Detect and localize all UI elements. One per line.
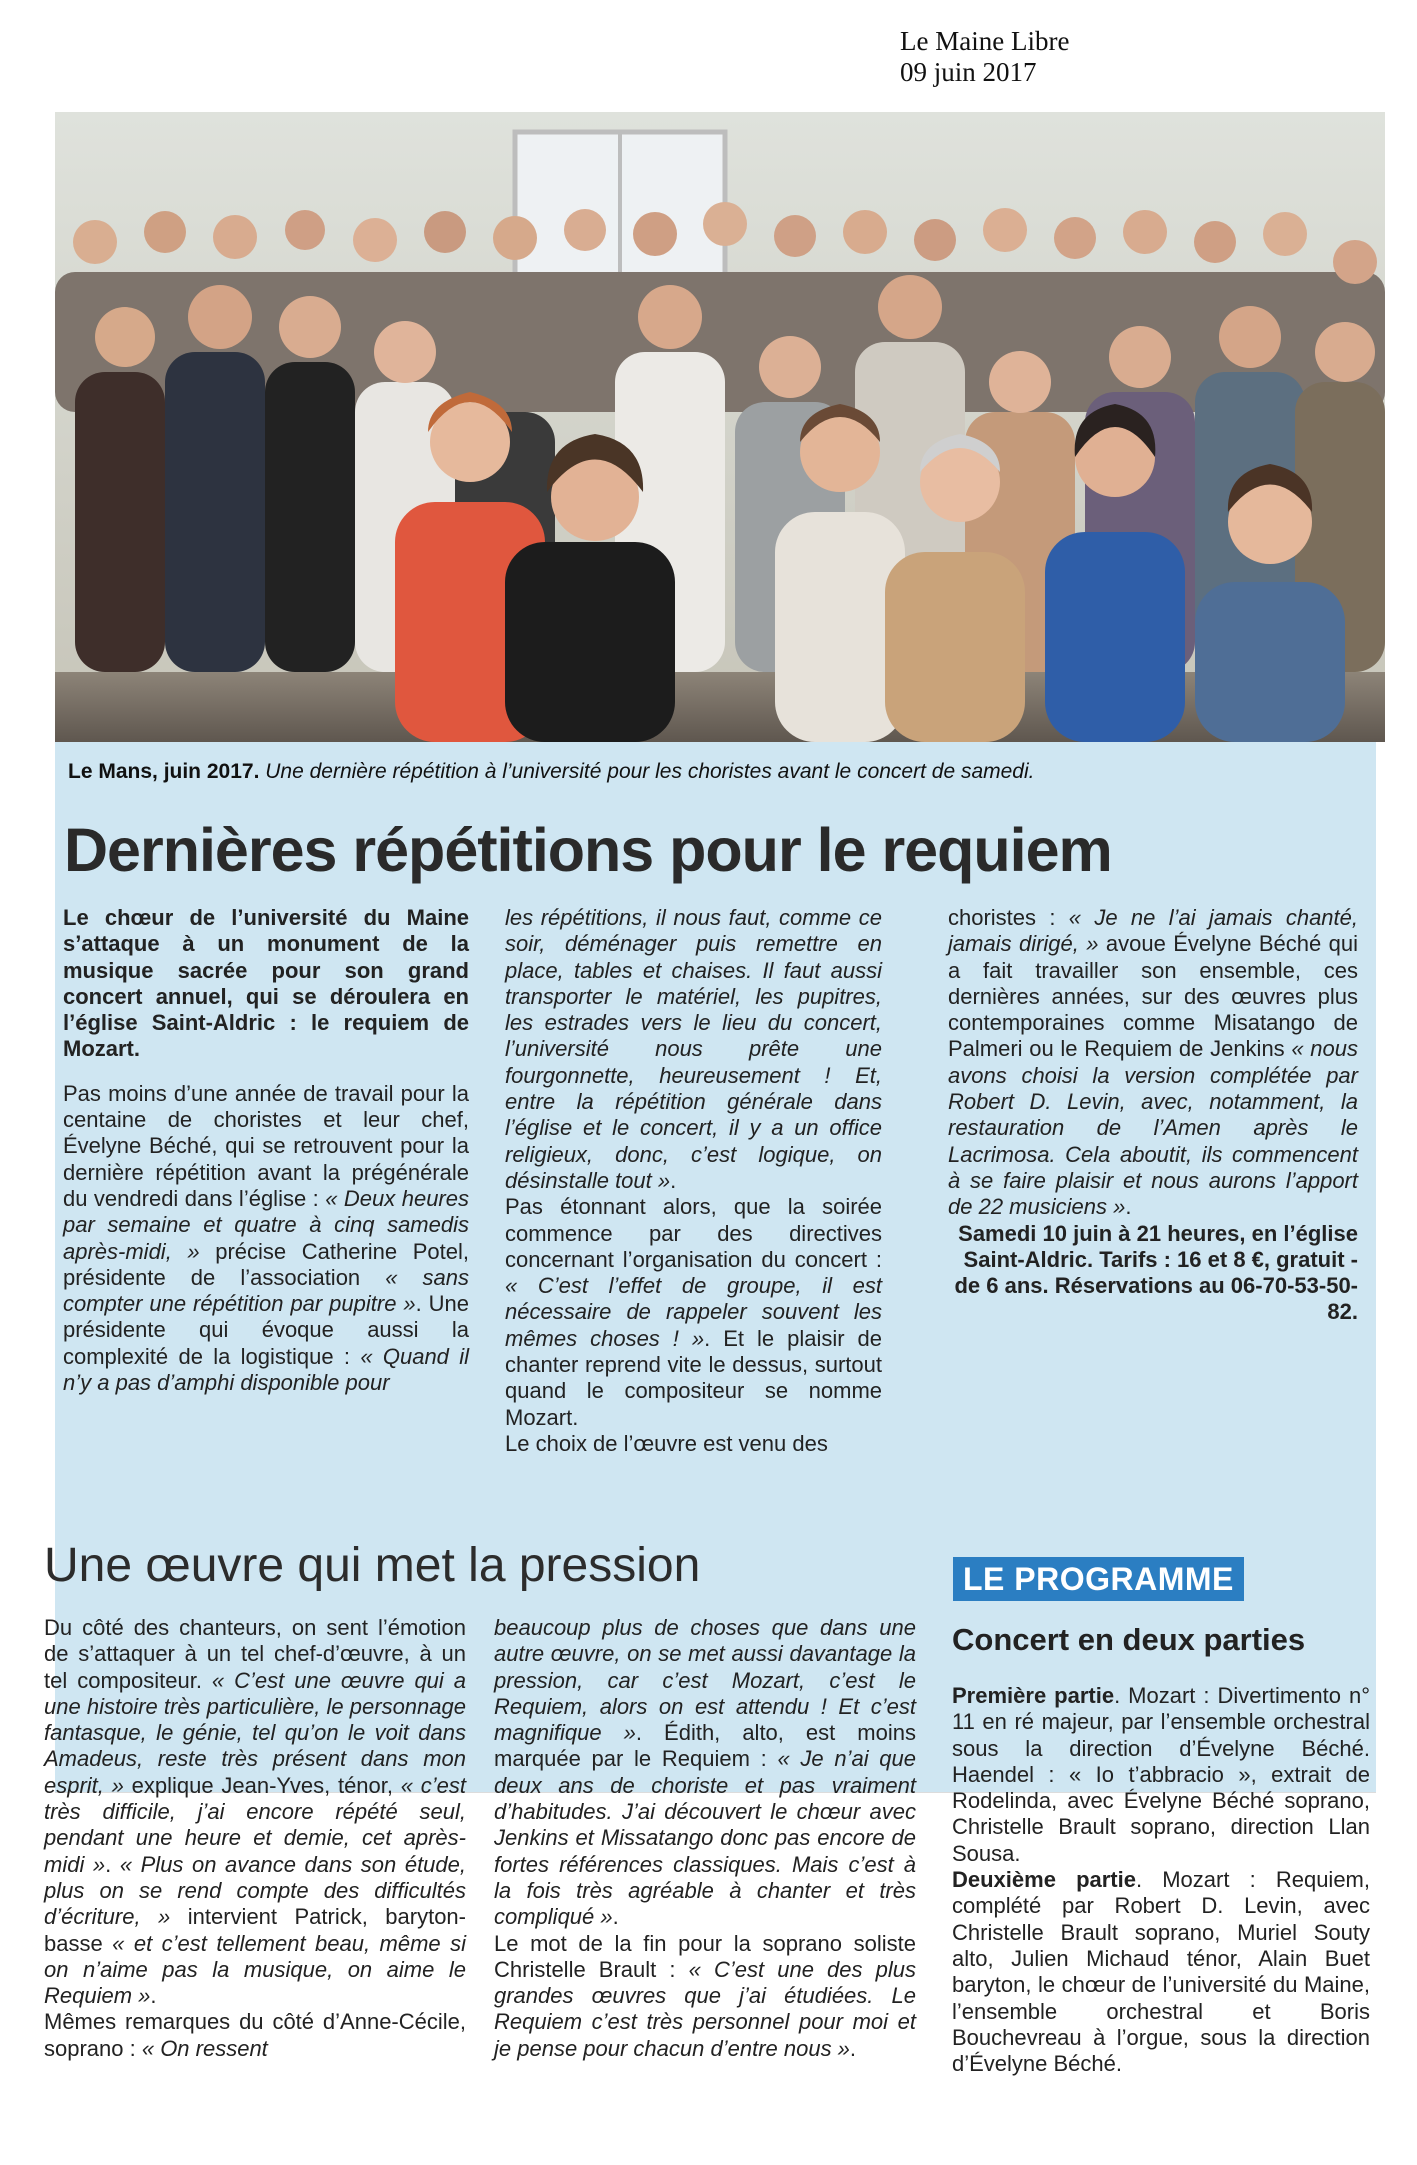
quote-span: « nous avons choisi la version complétée par Robert D. Levin, avec, notamment, la restauration de l’Amen après le Lacrimosa. Cela aboutit, ils commencent à se faire plaisir et nous aurons l’apport de 22 musiciens » (948, 1036, 1358, 1220)
text-span: . (612, 1904, 619, 1930)
quote-span: « Je ne l’ai jamais chanté, jamais dirigé, » (948, 905, 1358, 957)
quote-span: « C’est l’effet de groupe, il est nécessaire de rappeler souvent les mêmes choses ! » (505, 1273, 882, 1351)
text-span: . Édith, alto, est moins marquée par le Requiem : (494, 1720, 916, 1772)
programme-title: Concert en deux parties (952, 1622, 1306, 1657)
quote-span: « C’est une des plus grandes œuvres que j’ai étudiées. Le Requiem c’est très personnel pour moi et je pense pour chacun d’entre nous » (494, 1956, 917, 2061)
article-paragraph (505, 1194, 882, 1431)
text-span: précise Catherine Potel, présidente de l’association (63, 1238, 469, 1290)
article-paragraph (948, 905, 1358, 1221)
caption-text: Une dernière répétition à l’université pour les choristes avant le concert de samedi. (265, 760, 1035, 783)
second-article-column-1 (44, 1615, 466, 2062)
text-span: . (849, 2035, 857, 2061)
article-lead: Le chœur de l’université du Maine s’attaque à un monument de la musique sacrée pour son grand concert annuel, qui se déroulera en l’église Saint-Aldric : le requiem de Mozart. (63, 905, 469, 1062)
text-span: Du côté des chanteurs, on sent l’émotion de s’attaquer à un tel chef-d’œuvre, à un tel compositeur. (44, 1615, 466, 1693)
text-span: . Et le plaisir de chanter reprend vite le dessus, surtout quand le compositeur se nomme Mozart. (505, 1325, 882, 1430)
part-1-text: . Mozart : Divertimento n° 11 en ré majeur, par l’ensemble orchestral sous la direction d’Évelyne Béché. Haendel : « Io t’abbracio », extrait de Rodelinda, avec Évelyne Béché soprano, Christelle Brault soprano, direction Llan Sousa. (952, 1683, 1370, 1866)
article-paragraph (44, 1615, 466, 2009)
concert-info: Samedi 10 juin à 21 heures, en l’église Saint-Aldric. Tarifs : 16 et 8 €, gratuit - de 6 ans. Réservations au 06-70-53-50-82. (954, 1220, 1358, 1325)
article-paragraph: Le choix de l’œuvre est venu des (505, 1430, 828, 1456)
article-headline: Dernières répétitions pour le requiem (64, 816, 1112, 884)
quote-span: « et c’est tellement beau, même si on n’aime pas la musique, on aime le Requiem » (44, 1930, 466, 2009)
choir-photo (55, 112, 1385, 742)
quote-span: « c’est très difficile, j’ai encore répété seul, pendant une heure et demie, cet après-midi » (44, 1772, 466, 1877)
text-span: Pas étonnant alors, que la soirée commence par des directives concernant l’organisation du concert : (505, 1194, 882, 1272)
text-span: explique Jean-Yves, ténor, (123, 1772, 401, 1798)
programme-label: LE PROGRAMME (953, 1557, 1244, 1601)
text-span: Le mot de la fin pour la soprano soliste Christelle Brault : (494, 1930, 916, 1982)
quote-span: « Je n’ai que deux ans de choriste et pas vraiment d’habitudes. J’ai découvert le chœur avec Jenkins et Missatango donc pas encore de fortes références classiques. Mais c’est à la fois très agréable à chanter et très compliqué » (494, 1746, 916, 1930)
article-column-2 (505, 905, 882, 1457)
programme-column (952, 1683, 1370, 2077)
article-paragraph (494, 1931, 916, 2062)
quote-span: « On ressent (141, 2035, 268, 2061)
second-article-column-2 (494, 1615, 916, 2062)
text-span: Mêmes remarques du côté d’Anne-Cécile, soprano : (44, 2009, 466, 2061)
programme-part-2 (952, 1867, 1370, 2077)
quote-span: « C’est une œuvre qui a une histoire très particulière, le personnage fantasque, le génie, tel qu’on le voit dans Amadeus, reste très présent dans mon esprit, » (44, 1667, 467, 1798)
part-2-text: . Mozart : Requiem, complété par Robert D. Levin, avec Christelle Brault soprano, Muriel Souty alto, Julien Michaud ténor, Alain Buet baryton, le chœur de l’université du Maine, l’ensemble orchestral et Boris Bouchevreau à l’orgue, sous la direction d’Évelyne Béché. (952, 1867, 1370, 2077)
second-headline: Une œuvre qui met la pression (44, 1539, 701, 1592)
publication-name: Le Maine Libre (900, 26, 1070, 56)
choir-photo-illustration (55, 112, 1385, 742)
quote-span: les répétitions, il nous faut, comme ce soir, déménager puis remettre en place, tables et chaises. Il faut aussi transporter le matériel, les pupitres, les estrades vers le lieu du concert, l’université nous prête une fourgonnette, heureusement ! Et, entre la répétition générale dans l’église et le concert, il y a un office religieux, donc, c’est logique, on désinstalle tout » (505, 905, 882, 1193)
text-span: avoue Évelyne Béché qui a fait travailler son ensemble, ces dernières années, sur des œuvres plus contemporaines comme Misatango de Palmeri ou le Requiem de Jenkins (948, 931, 1358, 1062)
programme-part-1 (952, 1683, 1370, 1867)
text-span: . Une présidente qui évoque aussi la complexité de la logistique : (63, 1291, 469, 1369)
text-span: intervient Patrick, baryton-basse (44, 1904, 466, 1956)
text-span: . (150, 1983, 157, 2009)
article-column-1 (63, 905, 469, 1396)
text-span: Pas moins d’une année de travail pour la centaine de choristes et leur chef, Évelyne Béché, qui se retrouvent pour la dernière répétition avant la prégénérale du vendredi dans l’église : (63, 1080, 469, 1211)
publication-date: 09 juin 2017 (900, 57, 1037, 87)
article-paragraph (505, 905, 882, 1194)
text-span: . (670, 1167, 677, 1193)
article-paragraph (494, 1615, 916, 1931)
quote-span: « Plus on avance dans son étude, plus on se rend compte des difficultés d’écriture, » (44, 1851, 466, 1930)
quote-span: beaucoup plus de choses que dans une autre œuvre, on se met aussi davantage la pression, car c’est Mozart, c’est le Requiem, alors on est attendu ! Et c’est magnifique » (494, 1615, 916, 1746)
quote-span: « Quand il n’y a pas d’amphi disponible pour (63, 1343, 469, 1396)
text-span: . (1125, 1194, 1132, 1220)
part-2-label: Deuxième partie (952, 1867, 1136, 1893)
text-span: . (105, 1851, 120, 1877)
part-1-label: Première partie (952, 1683, 1115, 1708)
text-span: choristes : (948, 905, 1069, 930)
article-paragraph (63, 1081, 469, 1397)
photo-caption (68, 758, 1368, 786)
article-column-3 (948, 905, 1358, 1326)
quote-span: « Deux heures par semaine et quatre à cinq samedis après-midi, » (63, 1185, 469, 1264)
caption-place-date: Le Mans, juin 2017. (68, 760, 260, 783)
quote-span: « sans compter une répétition par pupitre » (63, 1264, 469, 1317)
article-paragraph (44, 2009, 466, 2062)
source-header (900, 26, 1260, 88)
